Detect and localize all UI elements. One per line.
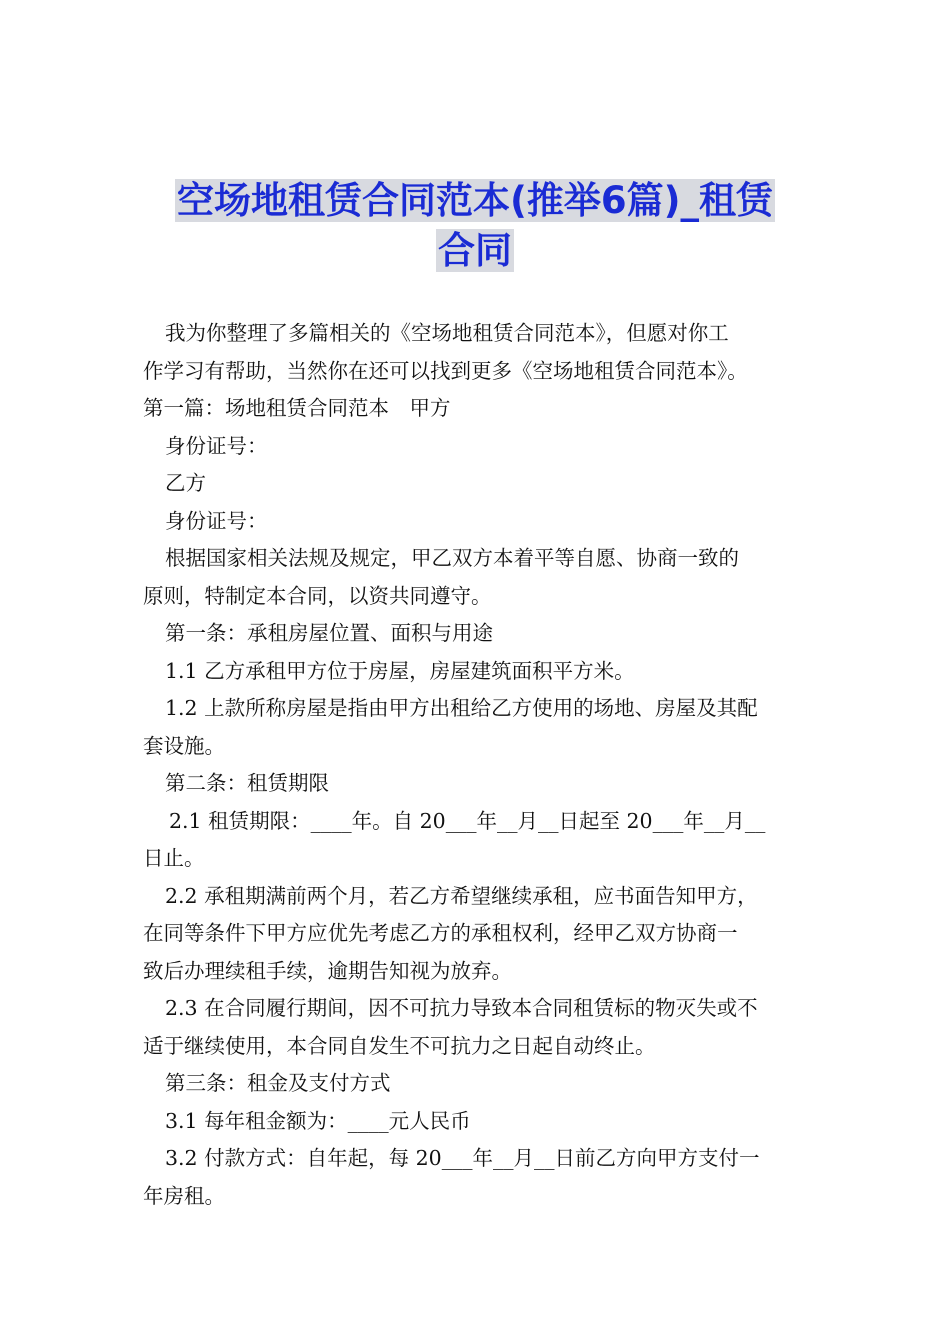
clause-line: 1.2 上款所称房屋是指由甲方出租给乙方使用的场地、房屋及其配 [165,696,758,720]
document-body [143,315,808,1215]
clause-line: 1.1 乙方承租甲方位于房屋，房屋建筑面积平方米。 [165,658,635,683]
section-heading: 第一条：承租房屋位置、面积与用途 [165,621,493,645]
document-title-line1: 空场地租赁合同范本(推举6篇)_租赁 [176,179,774,222]
document-title [140,176,810,276]
section-heading: 第二条：租赁期限 [165,771,329,795]
clause-line: 3.2 付款方式：自年起，每 20___年__月__日前乙方向甲方支付一 [165,1146,760,1170]
clause-line: 2.3 在合同履行期间，因不可抗力导致本合同租赁标的物灭失或不 [165,996,758,1020]
paragraph-line: 原则，特制定本合同，以资共同遵守。 [143,583,492,608]
paragraph-line: 我为你整理了多篇相关的《空场地租赁合同范本》，但愿对你工 [165,321,729,345]
paragraph-line: 乙方 [165,471,206,495]
clause-line: 2.2 承租期满前两个月，若乙方希望继续承租，应书面告知甲方， [165,883,758,908]
paragraph-line: 致后办理续租手续，逾期告知视为放弃。 [143,958,512,983]
section-heading: 第三条：租金及支付方式 [165,1071,391,1095]
paragraph-line: 身份证号： [165,433,268,458]
paragraph-line: 第一篇：场地租赁合同范本 甲方 [143,396,451,420]
paragraph-line: 年房租。 [143,1183,225,1208]
clause-line: 3.1 每年租金额为：____元人民币 [165,1108,471,1133]
paragraph-line: 身份证号： [165,508,268,533]
paragraph-line: 作学习有帮助，当然你在还可以找到更多《空场地租赁合同范本》。 [143,358,748,383]
paragraph-line: 适于继续使用，本合同自发生不可抗力之日起自动终止。 [143,1033,656,1058]
paragraph-line: 套设施。 [143,733,225,758]
paragraph-line: 根据国家相关法规及规定，甲乙双方本着平等自愿、协商一致的 [165,546,739,570]
document-title-line2: 合同 [438,229,512,272]
paragraph-line: 在同等条件下甲方应优先考虑乙方的承租权利，经甲乙双方协商一 [143,921,738,945]
clause-line: 2.1 租赁期限：____年。自 20___年__月__日起至 20___年__月__ [169,808,766,833]
paragraph-line: 日止。 [143,846,205,870]
